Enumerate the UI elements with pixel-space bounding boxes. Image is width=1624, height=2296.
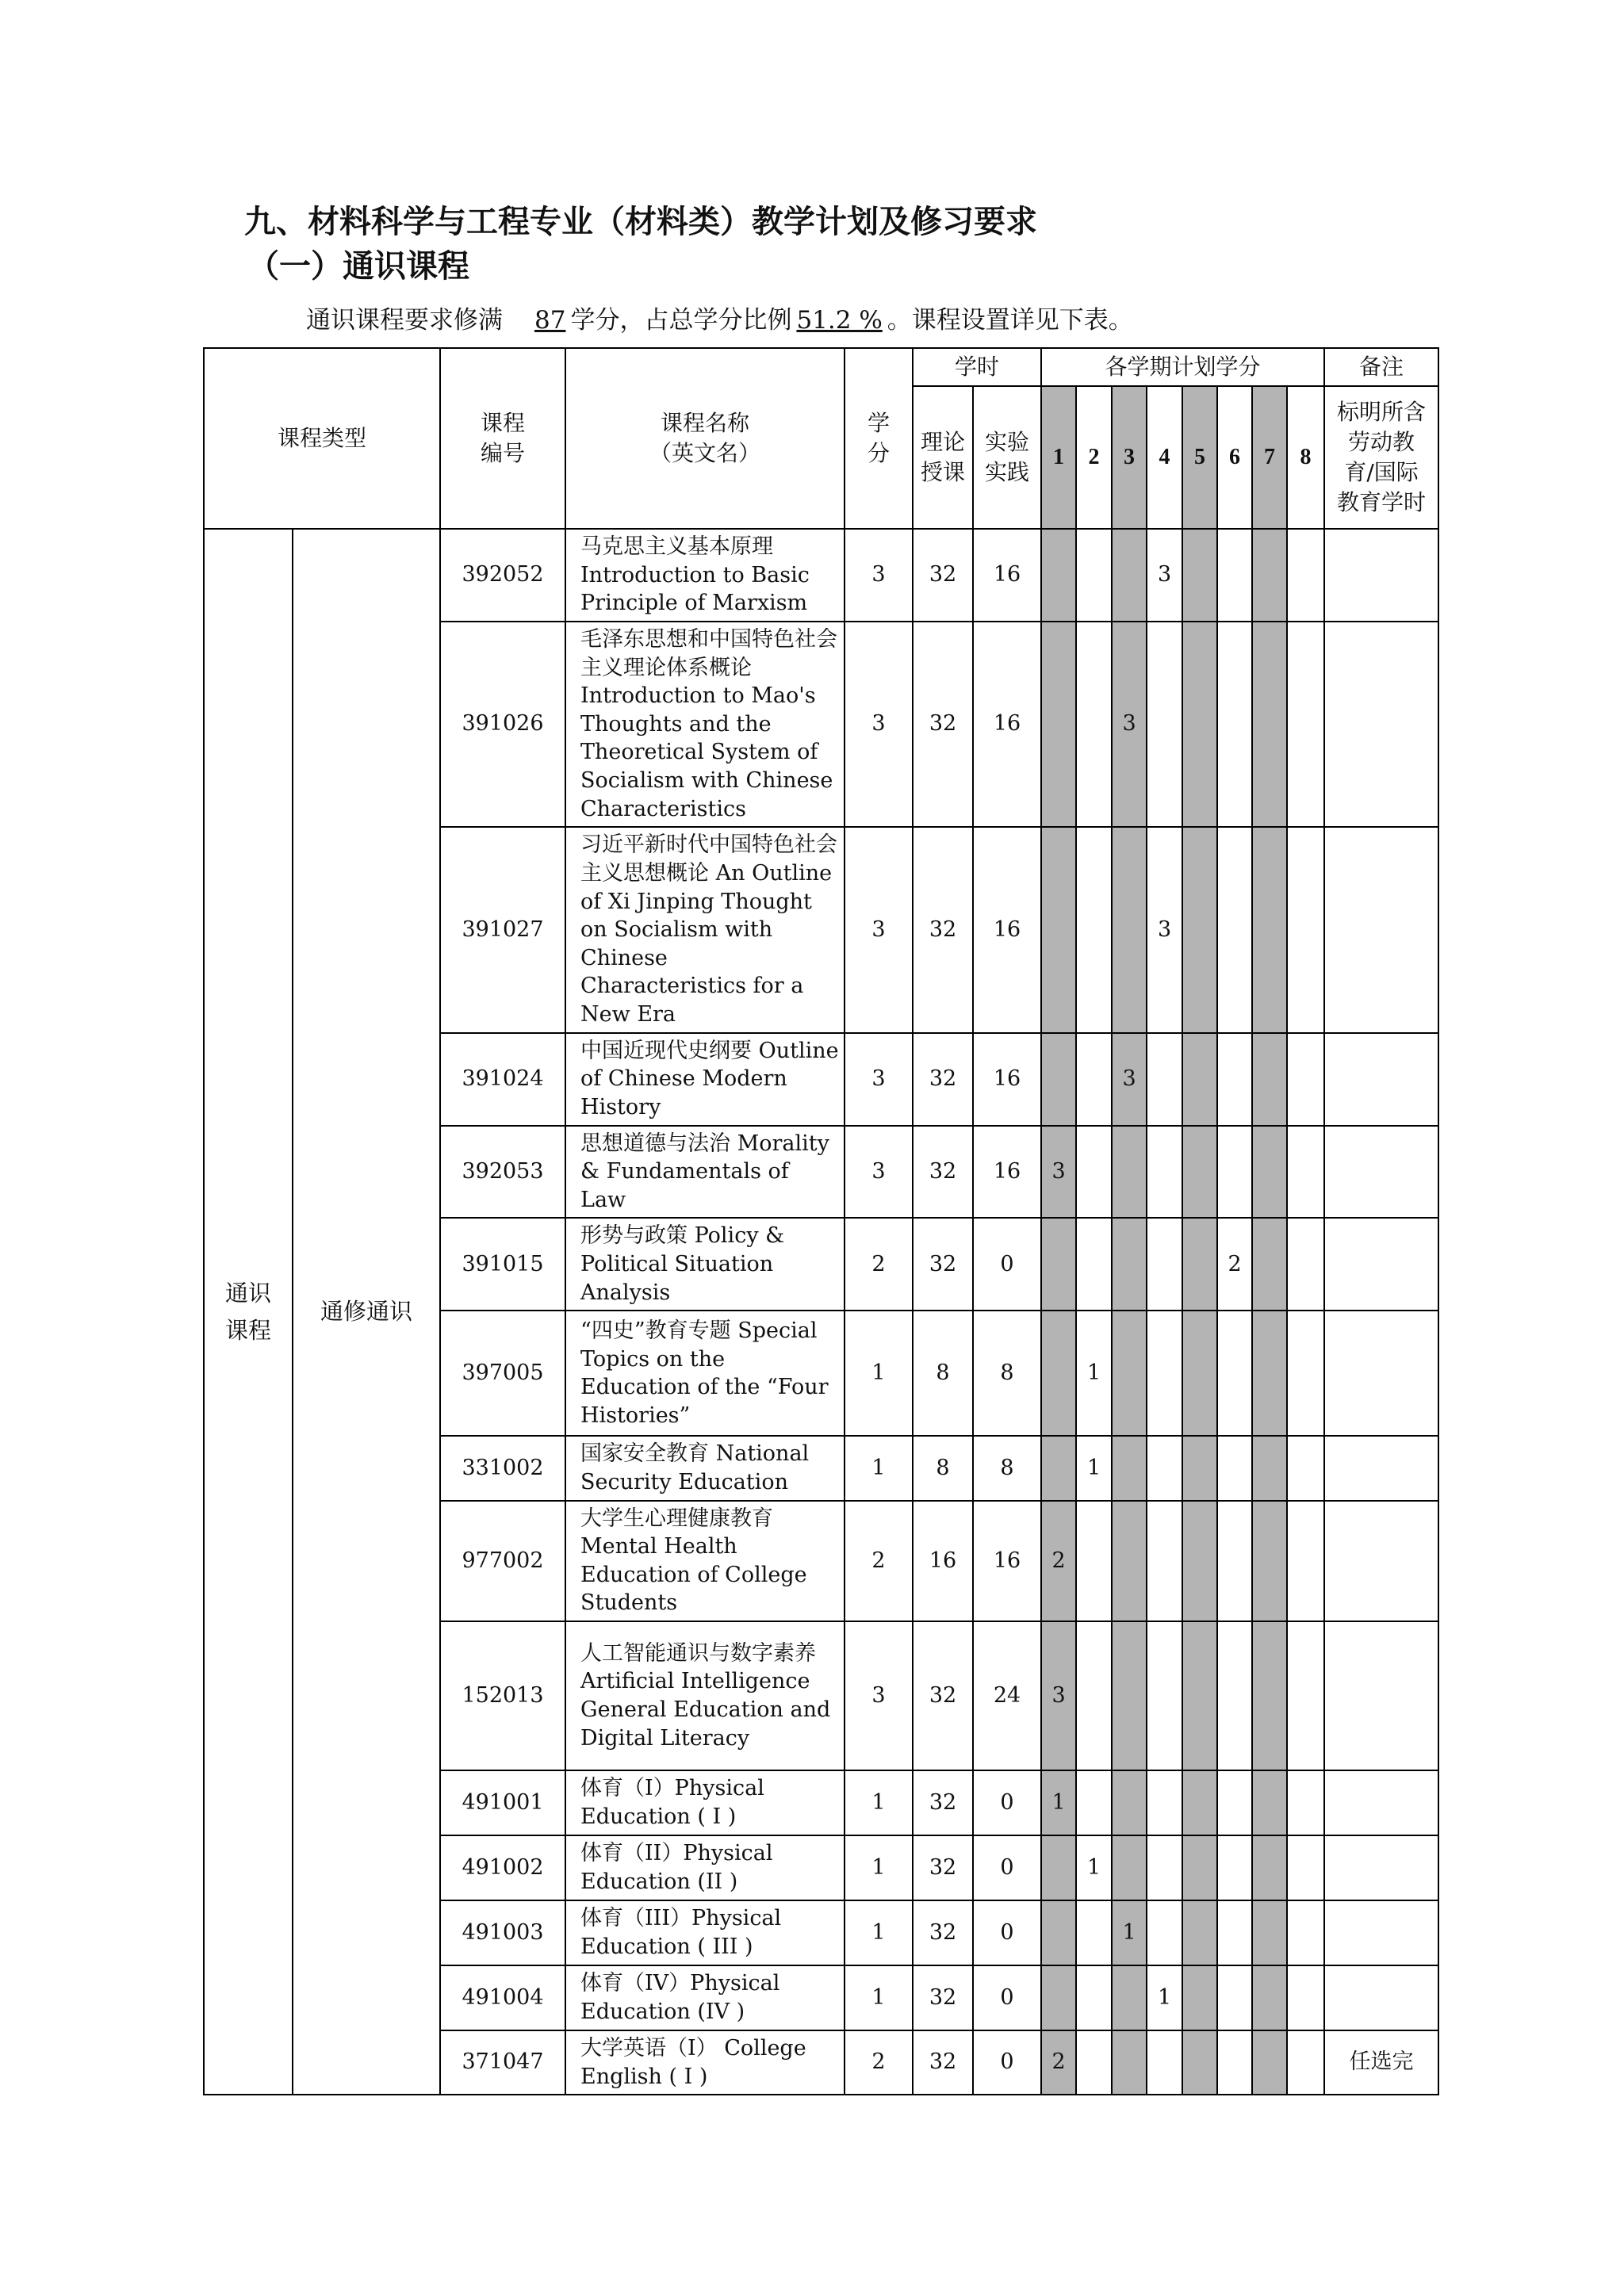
course-remark: [1324, 1218, 1438, 1311]
course-theory-hours: 32: [913, 1965, 973, 2030]
course-theory-hours: 32: [913, 529, 973, 622]
course-code: 491001: [440, 1770, 565, 1835]
semester-credit-8: [1287, 1501, 1324, 1622]
course-name: 人工智能通识与数字素养 Artificial Intelligence General Education and Digital Literacy: [565, 1621, 845, 1770]
course-code: 331002: [440, 1436, 565, 1500]
course-credit: 3: [845, 622, 913, 827]
course-name: 体育（III）Physical Education ( III ): [565, 1900, 845, 1965]
semester-credit-1: 3: [1041, 1126, 1076, 1219]
semester-credit-6: [1217, 1126, 1252, 1219]
category-main-text: 通识课程: [224, 1280, 271, 1344]
course-remark: [1324, 1965, 1438, 2030]
course-remark: [1324, 827, 1438, 1032]
header-remarks-detail-text: 标明所含劳动教育/国际教育学时: [1337, 399, 1427, 515]
semester-credit-7: [1252, 1033, 1287, 1126]
semester-credit-7: [1252, 827, 1287, 1032]
semester-credit-3: [1112, 1218, 1147, 1311]
semester-credit-1: 2: [1041, 1501, 1076, 1622]
semester-credit-1: [1041, 529, 1076, 622]
course-theory-hours: 32: [913, 622, 973, 827]
course-credit: 3: [845, 529, 913, 622]
semester-credit-8: [1287, 1218, 1324, 1311]
semester-credit-8: [1287, 1965, 1324, 2030]
course-code: 152013: [440, 1621, 565, 1770]
course-code: 977002: [440, 1501, 565, 1622]
semester-credit-6: [1217, 1436, 1252, 1500]
header-semesters: 各学期计划学分: [1041, 348, 1324, 386]
header-semester-8: 8: [1287, 386, 1324, 529]
course-credit: 2: [845, 1218, 913, 1311]
header-semester-5: 5: [1182, 386, 1217, 529]
semester-credit-8: [1287, 622, 1324, 827]
semester-credit-7: [1252, 1621, 1287, 1770]
course-credit: 2: [845, 2030, 913, 2095]
semester-credit-8: [1287, 1621, 1324, 1770]
course-theory-hours: 32: [913, 2030, 973, 2095]
course-theory-hours: 32: [913, 827, 973, 1032]
semester-credit-6: [1217, 529, 1252, 622]
semester-credit-8: [1287, 1033, 1324, 1126]
table-row: [204, 529, 1438, 622]
semester-credit-2: [1076, 1900, 1112, 1965]
semester-credit-1: [1041, 1033, 1076, 1126]
semester-credit-4: 1: [1147, 1965, 1182, 2030]
semester-credit-2: 1: [1076, 1436, 1112, 1500]
course-practice-hours: 0: [973, 1218, 1041, 1311]
semester-credit-7: [1252, 1436, 1287, 1500]
header-practice: [973, 386, 1041, 529]
course-code: 392053: [440, 1126, 565, 1219]
course-practice-hours: 8: [973, 1311, 1041, 1436]
semester-credit-3: [1112, 1501, 1147, 1622]
semester-credit-7: [1252, 1126, 1287, 1219]
course-name: 形势与政策 Policy & Political Situation Analysis: [565, 1218, 845, 1311]
semester-credit-3: [1112, 1835, 1147, 1900]
semester-credit-4: [1147, 1621, 1182, 1770]
semester-credit-8: [1287, 2030, 1324, 2095]
semester-credit-7: [1252, 529, 1287, 622]
semester-credit-7: [1252, 1900, 1287, 1965]
semester-credit-2: [1076, 622, 1112, 827]
semester-credit-2: [1076, 1621, 1112, 1770]
course-code: 371047: [440, 2030, 565, 2095]
semester-credit-5: [1182, 1835, 1217, 1900]
course-credit: 3: [845, 1621, 913, 1770]
semester-credit-4: [1147, 1835, 1182, 1900]
semester-credit-3: 3: [1112, 1033, 1147, 1126]
semester-credit-4: 3: [1147, 529, 1182, 622]
semester-credit-7: [1252, 1965, 1287, 2030]
semester-credit-3: [1112, 1436, 1147, 1500]
semester-credit-2: [1076, 529, 1112, 622]
course-practice-hours: 16: [973, 1126, 1041, 1219]
course-code: 391026: [440, 622, 565, 827]
semester-credit-1: 3: [1041, 1621, 1076, 1770]
semester-credit-5: [1182, 529, 1217, 622]
semester-credit-2: [1076, 1126, 1112, 1219]
semester-credit-5: [1182, 1311, 1217, 1436]
semester-credit-1: [1041, 1965, 1076, 2030]
course-name: 体育（II）Physical Education (II ): [565, 1835, 845, 1900]
course-remark: [1324, 1126, 1438, 1219]
header-remarks: 备注: [1324, 348, 1438, 386]
semester-credit-1: [1041, 1311, 1076, 1436]
course-practice-hours: 16: [973, 1501, 1041, 1622]
semester-credit-3: [1112, 1965, 1147, 2030]
semester-credit-5: [1182, 1965, 1217, 2030]
intro-paragraph: [306, 300, 1133, 335]
semester-credit-4: [1147, 1218, 1182, 1311]
semester-credit-6: [1217, 1621, 1252, 1770]
semester-credit-5: [1182, 1436, 1217, 1500]
course-name: 思想道德与法治 Morality & Fundamentals of Law: [565, 1126, 845, 1219]
course-remark: [1324, 622, 1438, 827]
semester-credit-8: [1287, 1311, 1324, 1436]
semester-credit-6: [1217, 1965, 1252, 2030]
semester-credit-3: [1112, 1621, 1147, 1770]
course-theory-hours: 32: [913, 1770, 973, 1835]
course-remark: [1324, 1311, 1438, 1436]
course-table: [203, 347, 1439, 2095]
semester-credit-4: [1147, 622, 1182, 827]
course-code: 397005: [440, 1311, 565, 1436]
course-credit: 3: [845, 827, 913, 1032]
semester-credit-8: [1287, 1835, 1324, 1900]
course-code: 391024: [440, 1033, 565, 1126]
course-remark: [1324, 1621, 1438, 1770]
header-remarks-detail: [1324, 386, 1438, 529]
semester-credit-6: [1217, 2030, 1252, 2095]
intro-middle: 学分，占总学分比例: [570, 306, 792, 335]
semester-credit-7: [1252, 2030, 1287, 2095]
course-theory-hours: 32: [913, 1621, 973, 1770]
semester-credit-5: [1182, 622, 1217, 827]
semester-credit-2: 1: [1076, 1835, 1112, 1900]
semester-credit-3: [1112, 2030, 1147, 2095]
course-credit: 3: [845, 1126, 913, 1219]
course-practice-hours: 0: [973, 1900, 1041, 1965]
semester-credit-6: [1217, 827, 1252, 1032]
semester-credit-2: [1076, 1033, 1112, 1126]
semester-credit-4: 3: [1147, 827, 1182, 1032]
course-theory-hours: 32: [913, 1126, 973, 1219]
semester-credit-3: [1112, 1126, 1147, 1219]
course-practice-hours: 24: [973, 1621, 1041, 1770]
semester-credit-8: [1287, 529, 1324, 622]
course-credit: 2: [845, 1501, 913, 1622]
intro-prefix: 通识课程要求修满: [306, 306, 503, 335]
course-code: 392052: [440, 529, 565, 622]
semester-credit-7: [1252, 1311, 1287, 1436]
semester-credit-4: [1147, 1900, 1182, 1965]
header-semester-4: 4: [1147, 386, 1182, 529]
course-practice-hours: 16: [973, 529, 1041, 622]
semester-credit-1: 1: [1041, 1770, 1076, 1835]
semester-credit-3: [1112, 827, 1147, 1032]
semester-credit-5: [1182, 2030, 1217, 2095]
semester-credit-8: [1287, 827, 1324, 1032]
semester-credit-4: [1147, 1126, 1182, 1219]
semester-credit-3: [1112, 1311, 1147, 1436]
course-practice-hours: 16: [973, 622, 1041, 827]
semester-credit-2: [1076, 1218, 1112, 1311]
semester-credit-7: [1252, 1501, 1287, 1622]
header-semester-1: 1: [1041, 386, 1076, 529]
course-remark: 任选完: [1324, 2030, 1438, 2095]
header-practice-text: 实验实践: [985, 429, 1030, 485]
course-name: 毛泽东思想和中国特色社会主义理论体系概论 Introduction to Mao's Thoughts and the Theoretical System of Socialism with Chinese Characteristics: [565, 622, 845, 827]
semester-credit-5: [1182, 1621, 1217, 1770]
course-remark: [1324, 1501, 1438, 1622]
semester-credit-4: [1147, 1033, 1182, 1126]
header-semester-2: 2: [1076, 386, 1112, 529]
header-semester-3: 3: [1112, 386, 1147, 529]
semester-credit-5: [1182, 1900, 1217, 1965]
course-remark: [1324, 1033, 1438, 1126]
semester-credit-3: 3: [1112, 622, 1147, 827]
intro-suffix: 。课程设置详见下表。: [887, 306, 1133, 335]
semester-credit-4: [1147, 1501, 1182, 1622]
semester-credit-6: [1217, 1770, 1252, 1835]
course-credit: 1: [845, 1770, 913, 1835]
header-code-text: 课程编号: [481, 410, 526, 466]
semester-credit-5: [1182, 827, 1217, 1032]
header-semester-6: 6: [1217, 386, 1252, 529]
semester-credit-5: [1182, 1126, 1217, 1219]
course-code: 491004: [440, 1965, 565, 2030]
semester-credit-1: [1041, 827, 1076, 1032]
page-heading: 九、材料科学与工程专业（材料类）教学计划及修习要求: [244, 204, 1037, 240]
semester-credit-7: [1252, 1770, 1287, 1835]
course-remark: [1324, 1900, 1438, 1965]
semester-credit-6: [1217, 1900, 1252, 1965]
intro-ratio: 51.2 %: [796, 306, 883, 335]
semester-credit-1: [1041, 1436, 1076, 1500]
semester-credit-1: [1041, 622, 1076, 827]
semester-credit-6: [1217, 1835, 1252, 1900]
course-theory-hours: 8: [913, 1311, 973, 1436]
semester-credit-8: [1287, 1436, 1324, 1500]
header-category: 课程类型: [204, 348, 440, 529]
semester-credit-2: [1076, 1965, 1112, 2030]
header-theory-text: 理论授课: [921, 429, 966, 485]
semester-credit-3: [1112, 1770, 1147, 1835]
semester-credit-8: [1287, 1126, 1324, 1219]
semester-credit-7: [1252, 1835, 1287, 1900]
course-practice-hours: 8: [973, 1436, 1041, 1500]
course-name: 体育（I）Physical Education ( I ): [565, 1770, 845, 1835]
course-name: 中国近现代史纲要 Outline of Chinese Modern History: [565, 1033, 845, 1126]
intro-credits: 87: [534, 306, 566, 335]
course-code: 391015: [440, 1218, 565, 1311]
semester-credit-6: 2: [1217, 1218, 1252, 1311]
semester-credit-7: [1252, 1218, 1287, 1311]
semester-credit-8: [1287, 1900, 1324, 1965]
semester-credit-4: [1147, 1311, 1182, 1436]
course-practice-hours: 16: [973, 827, 1041, 1032]
course-remark: [1324, 1770, 1438, 1835]
category-main: [204, 529, 293, 2095]
course-code: 491002: [440, 1835, 565, 1900]
header-credit-text: 学分: [868, 410, 891, 466]
semester-credit-3: 1: [1112, 1900, 1147, 1965]
semester-credit-1: 2: [1041, 2030, 1076, 2095]
course-name: 大学英语（I） College English ( I ): [565, 2030, 845, 2095]
course-practice-hours: 0: [973, 1965, 1041, 2030]
course-theory-hours: 32: [913, 1900, 973, 1965]
semester-credit-1: [1041, 1835, 1076, 1900]
course-name: 体育（IV）Physical Education (IV ): [565, 1965, 845, 2030]
course-code: 491003: [440, 1900, 565, 1965]
course-theory-hours: 8: [913, 1436, 973, 1500]
course-name: 习近平新时代中国特色社会主义思想概论 An Outline of Xi Jinping Thought on Socialism with Chinese Characteristics for a New Era: [565, 827, 845, 1032]
semester-credit-5: [1182, 1501, 1217, 1622]
course-theory-hours: 32: [913, 1835, 973, 1900]
semester-credit-1: [1041, 1900, 1076, 1965]
semester-credit-6: [1217, 1501, 1252, 1622]
course-credit: 1: [845, 1835, 913, 1900]
category-sub: 通修通识: [293, 529, 440, 2095]
header-code: [440, 348, 565, 529]
header-theory: [913, 386, 973, 529]
course-remark: [1324, 529, 1438, 622]
course-theory-hours: 32: [913, 1033, 973, 1126]
semester-credit-5: [1182, 1033, 1217, 1126]
course-remark: [1324, 1436, 1438, 1500]
semester-credit-6: [1217, 1311, 1252, 1436]
semester-credit-3: [1112, 529, 1147, 622]
course-code: 391027: [440, 827, 565, 1032]
semester-credit-2: [1076, 2030, 1112, 2095]
header-name: [565, 348, 845, 529]
course-credit: 1: [845, 1436, 913, 1500]
semester-credit-8: [1287, 1770, 1324, 1835]
semester-credit-4: [1147, 1770, 1182, 1835]
course-name: 马克思主义基本原理 Introduction to Basic Principle of Marxism: [565, 529, 845, 622]
semester-credit-7: [1252, 622, 1287, 827]
course-name: 国家安全教育 National Security Education: [565, 1436, 845, 1500]
section-heading: （一）通识课程: [247, 248, 469, 285]
course-theory-hours: 16: [913, 1501, 973, 1622]
course-practice-hours: 0: [973, 1770, 1041, 1835]
semester-credit-6: [1217, 1033, 1252, 1126]
course-name: 大学生心理健康教育 Mental Health Education of College Students: [565, 1501, 845, 1622]
header-credit: [845, 348, 913, 529]
semester-credit-2: [1076, 1770, 1112, 1835]
course-practice-hours: 16: [973, 1033, 1041, 1126]
semester-credit-2: [1076, 827, 1112, 1032]
course-credit: 1: [845, 1900, 913, 1965]
course-credit: 3: [845, 1033, 913, 1126]
semester-credit-6: [1217, 622, 1252, 827]
semester-credit-2: [1076, 1501, 1112, 1622]
semester-credit-1: [1041, 1218, 1076, 1311]
header-name-text: 课程名称（英文名）: [649, 410, 761, 466]
semester-credit-5: [1182, 1770, 1217, 1835]
course-theory-hours: 32: [913, 1218, 973, 1311]
semester-credit-4: [1147, 1436, 1182, 1500]
header-hours: 学时: [913, 348, 1041, 386]
course-credit: 1: [845, 1311, 913, 1436]
course-remark: [1324, 1835, 1438, 1900]
semester-credit-2: 1: [1076, 1311, 1112, 1436]
course-practice-hours: 0: [973, 2030, 1041, 2095]
course-credit: 1: [845, 1965, 913, 2030]
course-practice-hours: 0: [973, 1835, 1041, 1900]
course-name: “四史”教育专题 Special Topics on the Education of the “Four Histories”: [565, 1311, 845, 1436]
header-semester-7: 7: [1252, 386, 1287, 529]
semester-credit-4: [1147, 2030, 1182, 2095]
semester-credit-5: [1182, 1218, 1217, 1311]
